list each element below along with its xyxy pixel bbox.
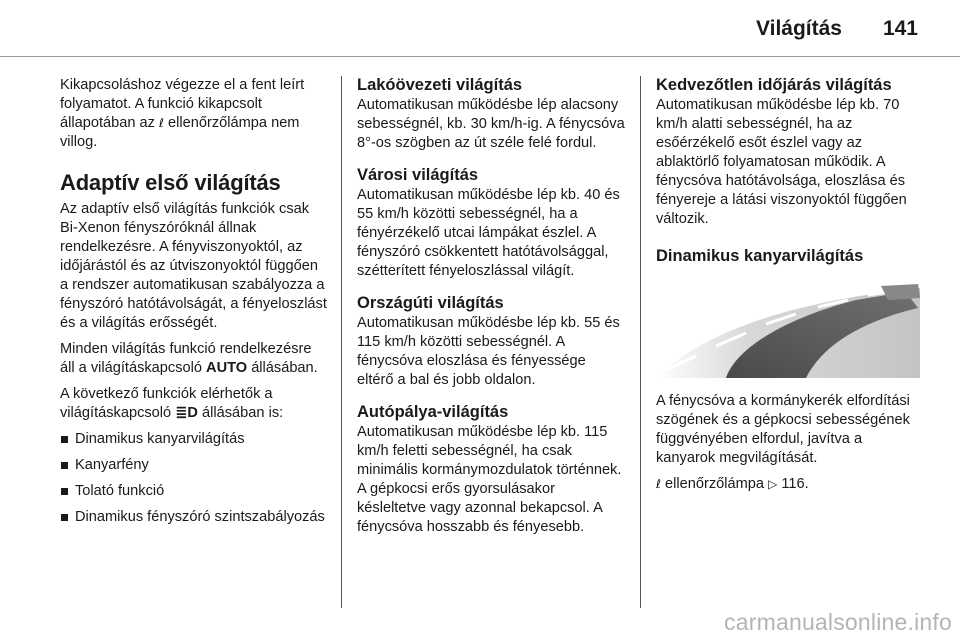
column-3 [656,76,924,501]
section [357,403,625,537]
section-body: Automatikusan működésbe lép kb. 115 km/h feletti sebességnél, ha csak minimális kormánymozdulatok történnek. A gépkocsi erős gyorsulásakor késleltetve vagy azonnal bekapcsol. A fénycsóva hosszabb és fényesebb. [357,424,622,535]
section-title: Dinamikus kanyarvilágítás [656,247,864,265]
list-item: Tolató funkció [60,482,328,501]
section [357,166,625,281]
auto-label: AUTO [206,360,248,376]
section-body: Automatikusan működésbe lép alacsony sebességnél, kb. 30 km/h-ig. A fénycsóva 8°-os szögben az út széle felé fordul. [357,97,625,151]
headlight-switch-symbol: ≣D [175,405,198,421]
section-title: Kedvezőtlen időjárás világítás [656,76,892,94]
column-2 [357,76,625,550]
section-body: Automatikusan működésbe lép kb. 55 és 115 km/h közötti sebességnél. A fénycsóva eloszlása és fényessége eltérő a bal és jobb oldalon. [357,315,620,388]
section-body: Automatikusan működésbe lép kb. 70 km/h alatti sebességnél, ha az esőérzékelő esőt észlel vagy az ablaktörlő folyamatosan működik. A fénycsóva hatótávolsága, eloszlása és fényereje a látási viszonyoktól függően változik. [656,97,907,227]
list-item: Kanyarfény [60,456,328,475]
header-rule [0,56,960,57]
paragraph: A fénycsóva a kormánykerék elfordítási szögének és a gépkocsi sebességének függvényében elfordul, javítva a kanyarok megvilágítását. [656,393,910,466]
section-title: Országúti világítás [357,294,504,312]
list-item: Dinamikus kanyarvilágítás [60,430,328,449]
section-body: Automatikusan működésbe lép kb. 40 és 55 km/h közötti sebességnél, ha a fényérzékelő utcai lámpákat észlel. A fényszóró csökkentett hatótávolsággal, szétterített fényeloszlással világít. [357,187,620,279]
paragraph: A következő funkciók elérhetők a világításkapcsoló ≣D állásában is: [60,386,284,421]
paragraph: Minden világítás funkció rendelkezésre áll a világításkapcsoló AUTO állásában. [60,341,318,376]
section [656,76,924,229]
list-item: Dinamikus fényszóró szintszabályozás [60,508,328,527]
section-heading: Adaptív első világítás [60,170,281,195]
adaptive-light-indicator-icon: ℓ [159,116,164,130]
page-number: 141 [882,17,918,40]
car-shape [881,284,920,300]
arrow-right-icon: ▷ [768,477,778,491]
watermark: carmanualsonline.info [724,609,952,635]
adaptive-light-indicator-icon: ℓ [656,477,661,491]
column-1 [60,76,328,534]
section [357,76,625,153]
column-divider [341,76,342,608]
page-header [0,0,960,56]
page-title: Világítás [756,17,842,40]
reference-line: ℓ ellenőrzőlámpa ▷ 116. [656,476,809,492]
paragraph: Az adaptív első világítás funkciók csak Bi-Xenon fényszóróknál állnak rendelkezésre. A fényviszonyoktól, az időjárástól és az útviszonyoktól függően a rendszer automatikusan szabályozza a fényszóró hatótávolságát, a fényeloszlást és a világítás erősségét. [60,201,327,331]
cornering-light-illustration [656,278,920,378]
section-title: Lakóövezeti világítás [357,76,523,94]
column-divider [640,76,641,608]
intro-paragraph: Kikapcsoláshoz végezze el a fent leírt folyamatot. A funkció kikapcsolt állapotában az ℓ ellenőrzőlámpa nem villog. [60,77,305,150]
section-title: Városi világítás [357,166,479,184]
section-title: Autópálya-világítás [357,403,509,421]
function-list [60,430,328,527]
section [357,294,625,390]
